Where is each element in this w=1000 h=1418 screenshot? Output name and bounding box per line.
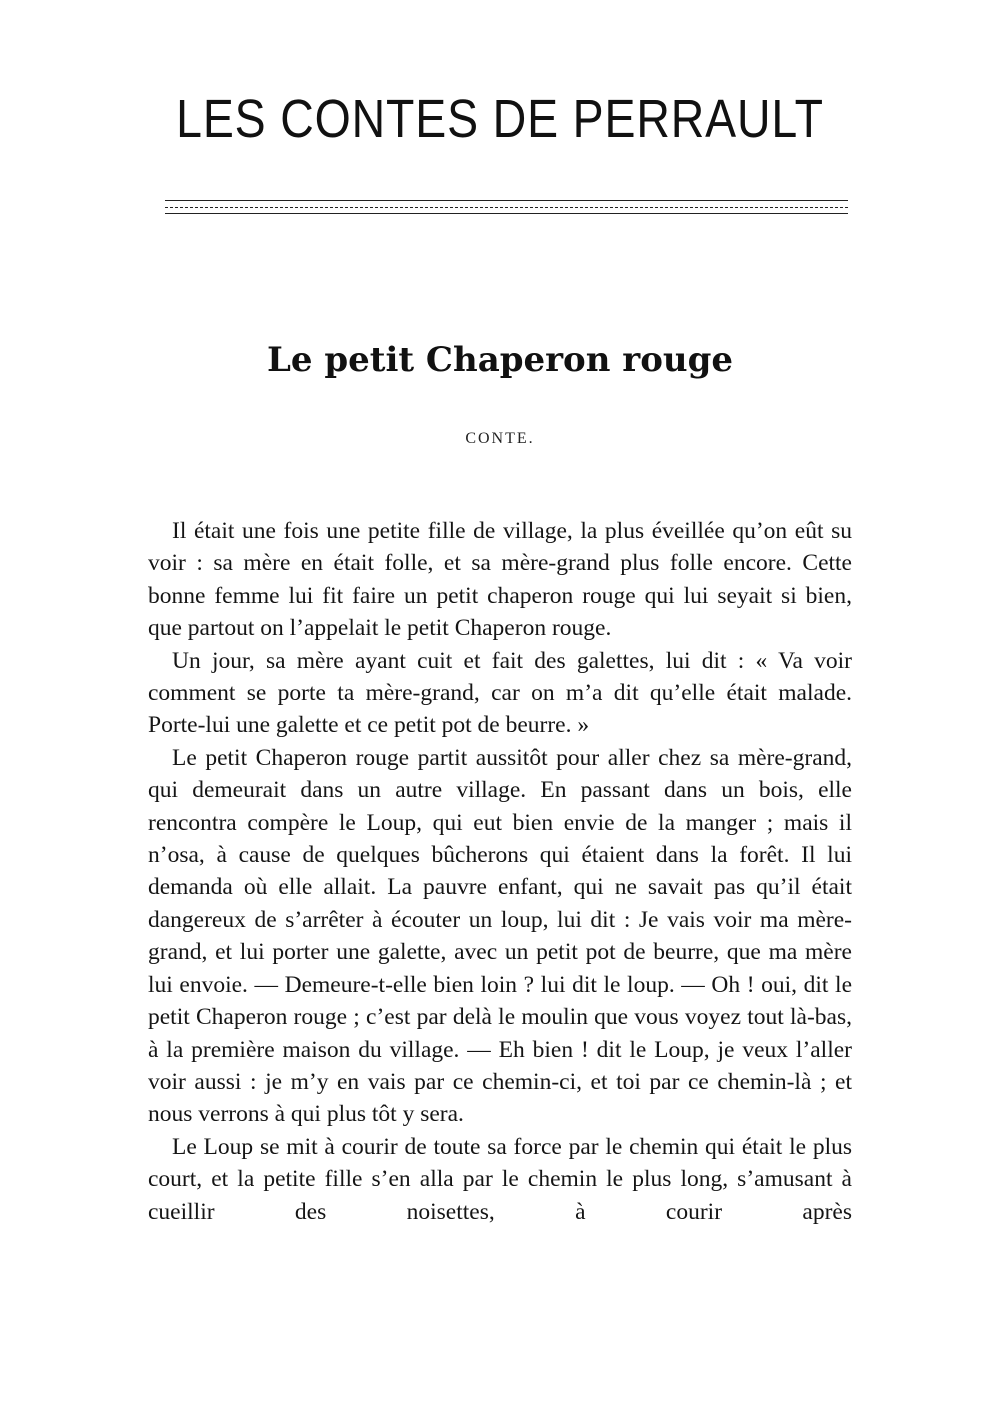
paragraph: Le Loup se mit à courir de toute sa force par le chemin qui était le plus court, et la petite fille s’en alla par le chemin le plus long, s’amusant à cueillir des noisettes, à courir après: [148, 1133, 852, 1225]
decorative-rule-middle: [165, 207, 848, 208]
decorative-rule-bottom: [165, 213, 848, 214]
story-subtitle: CONTE.: [465, 430, 535, 447]
paragraph: Le petit Chaperon rouge partit aussitôt pour aller chez sa mère-grand, qui demeurait dans un autre village. En passant dans un bois, elle rencontra compère le Loup, qui eut bien envie de la manger ; mais il n’osa, à cause de quelques bûcherons qui étaient dans la forêt. Il lui demanda où elle allait. La pauvre enfant, qui ne savait pas qu’il était dangereux de s’arrêter à écouter un loup, lui dit : Je vais voir ma mère-grand, et lui porter une galette, avec un petit pot de beurre, que ma mère lui envoie. — Demeure-t-elle bien loin ? lui dit le loup. — Oh ! oui, dit le petit Chaperon rouge ; c’est par delà le moulin que vous voyez tout là-bas, à la première maison du village. — Eh bien ! dit le Loup, je veux l’aller voir aussi : je m’y en vais par ce chemin-ci, et toi par ce chemin-là ; et nous verrons à qui plus tôt y sera.: [148, 744, 852, 1128]
paragraph: Un jour, sa mère ayant cuit et fait des galettes, lui dit : « Va voir comment se porte ta mère-grand, car on m’a dit qu’elle était malade. Porte-lui une galette et ce petit pot de beurre. »: [148, 647, 852, 739]
story-body: [148, 515, 852, 1228]
running-head: LES CONTES DE PERRAULT: [176, 89, 824, 149]
story-title: Le petit Chaperon rouge: [266, 340, 734, 380]
paragraph: Il était une fois une petite fille de village, la plus éveillée qu’on eût su voir : sa mère en était folle, et sa mère-grand plus folle encore. Cette bonne femme lui fit faire un petit chaperon rouge qui lui seyait si bien, que partout on l’appelait le petit Chaperon rouge.: [148, 518, 852, 642]
decorative-rule-top: [165, 200, 848, 201]
